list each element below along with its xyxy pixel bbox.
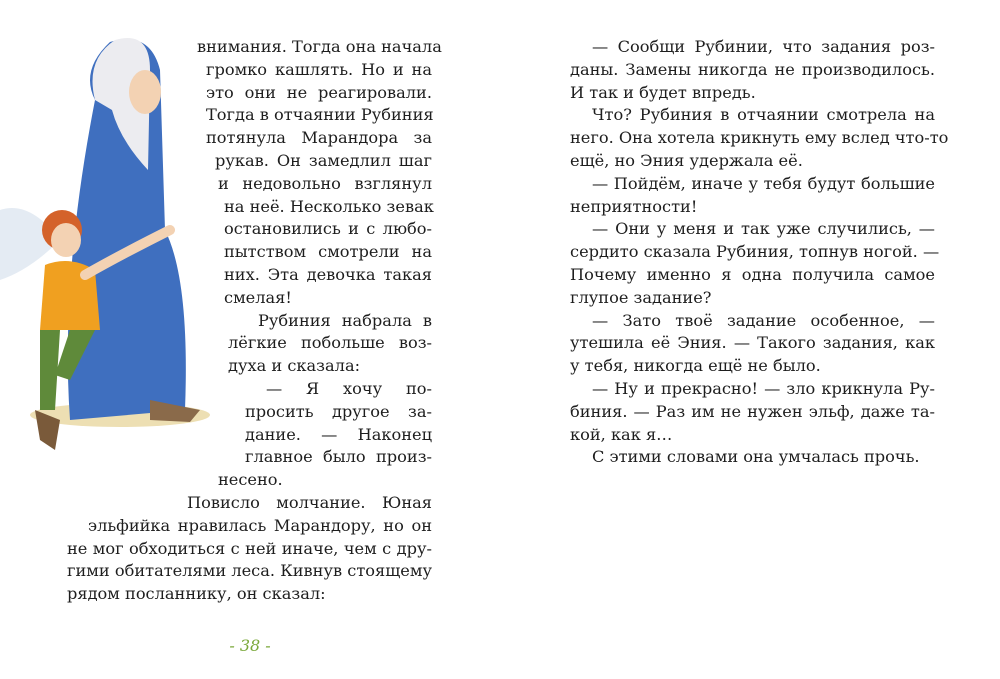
text-line: — Они у меня и так уже случились, —	[592, 219, 935, 239]
text-line: дание. — Наконец	[245, 424, 432, 444]
text-line: рядом посланнику, он сказал:	[67, 584, 326, 604]
elves-illustration	[0, 30, 215, 480]
text-line: на неё. Несколько зевак	[224, 196, 434, 216]
text-line: глупое задание?	[570, 287, 712, 307]
text-line: — Сообщи Рубинии, что задания роз-	[592, 37, 935, 56]
text-line: Тогда в отчаянии Рубиния	[206, 105, 434, 125]
text-line: просить другое за-	[245, 401, 432, 421]
text-line: — Я хочу по-	[266, 379, 432, 398]
text-line: остановились и с любо-	[224, 219, 432, 239]
text-line: рукав. Он замедлил шаг	[215, 151, 432, 170]
text-line: биния. — Раз им не нужен эльф, даже та-	[570, 401, 935, 421]
text-line: них. Эта девочка такая	[224, 265, 432, 284]
text-line: сердито сказала Рубиния, топнув ногой. —	[570, 242, 940, 262]
text-line: него. Она хотела крикнуть ему вслед что-то	[570, 128, 949, 148]
text-line: внимания. Тогда она начала	[197, 37, 442, 56]
text-line: — Ну и прекрасно! — зло крикнула Ру-	[592, 379, 935, 398]
text-line: громко кашлять. Но и на	[206, 59, 432, 79]
text-line: духа и сказала:	[228, 356, 361, 376]
text-line: С этими словами она умчалась прочь.	[592, 447, 920, 467]
text-line: неприятности!	[570, 196, 698, 216]
text-line: гими обитателями леса. Кивнув стоящему	[67, 561, 432, 581]
text-line: это они не реагировали.	[206, 82, 432, 102]
text-line: И так и будет впредь.	[570, 82, 756, 102]
text-line: кой, как я…	[570, 424, 673, 444]
text-line: эльфийка нравилась Марандору, но он	[88, 515, 432, 535]
text-line: даны. Замены никогда не производилось.	[570, 59, 935, 79]
text-line: не мог обходиться с ней иначе, чем с дру-	[67, 538, 432, 558]
text-line: смелая!	[224, 287, 292, 307]
text-line: и недовольно взглянул	[218, 173, 432, 193]
text-line: несено.	[218, 470, 283, 490]
text-line: — Зато твоё задание особенное, —	[592, 310, 935, 330]
text-line: Почему именно я одна получила самое	[570, 265, 935, 284]
text-line: главное было произ-	[245, 447, 432, 467]
text-line: Повисло молчание. Юная	[187, 493, 432, 512]
text-line: Рубиния набрала в	[258, 310, 432, 330]
text-line: ещё, но Эния удержала её.	[570, 151, 803, 170]
text-line: — Пойдём, иначе у тебя будут большие	[592, 173, 935, 193]
text-line: у тебя, никогда ещё не было.	[570, 356, 821, 376]
text-line: потянула Марандора за	[206, 128, 432, 148]
page-number: - 38 -	[229, 636, 271, 655]
text-line: утешила её Эния. — Такого задания, как	[570, 333, 935, 353]
text-line: лёгкие побольше воз-	[228, 333, 432, 353]
text-line: пытством смотрели на	[224, 242, 432, 262]
text-line: Что? Рубиния в отчаянии смотрела на	[592, 105, 935, 125]
